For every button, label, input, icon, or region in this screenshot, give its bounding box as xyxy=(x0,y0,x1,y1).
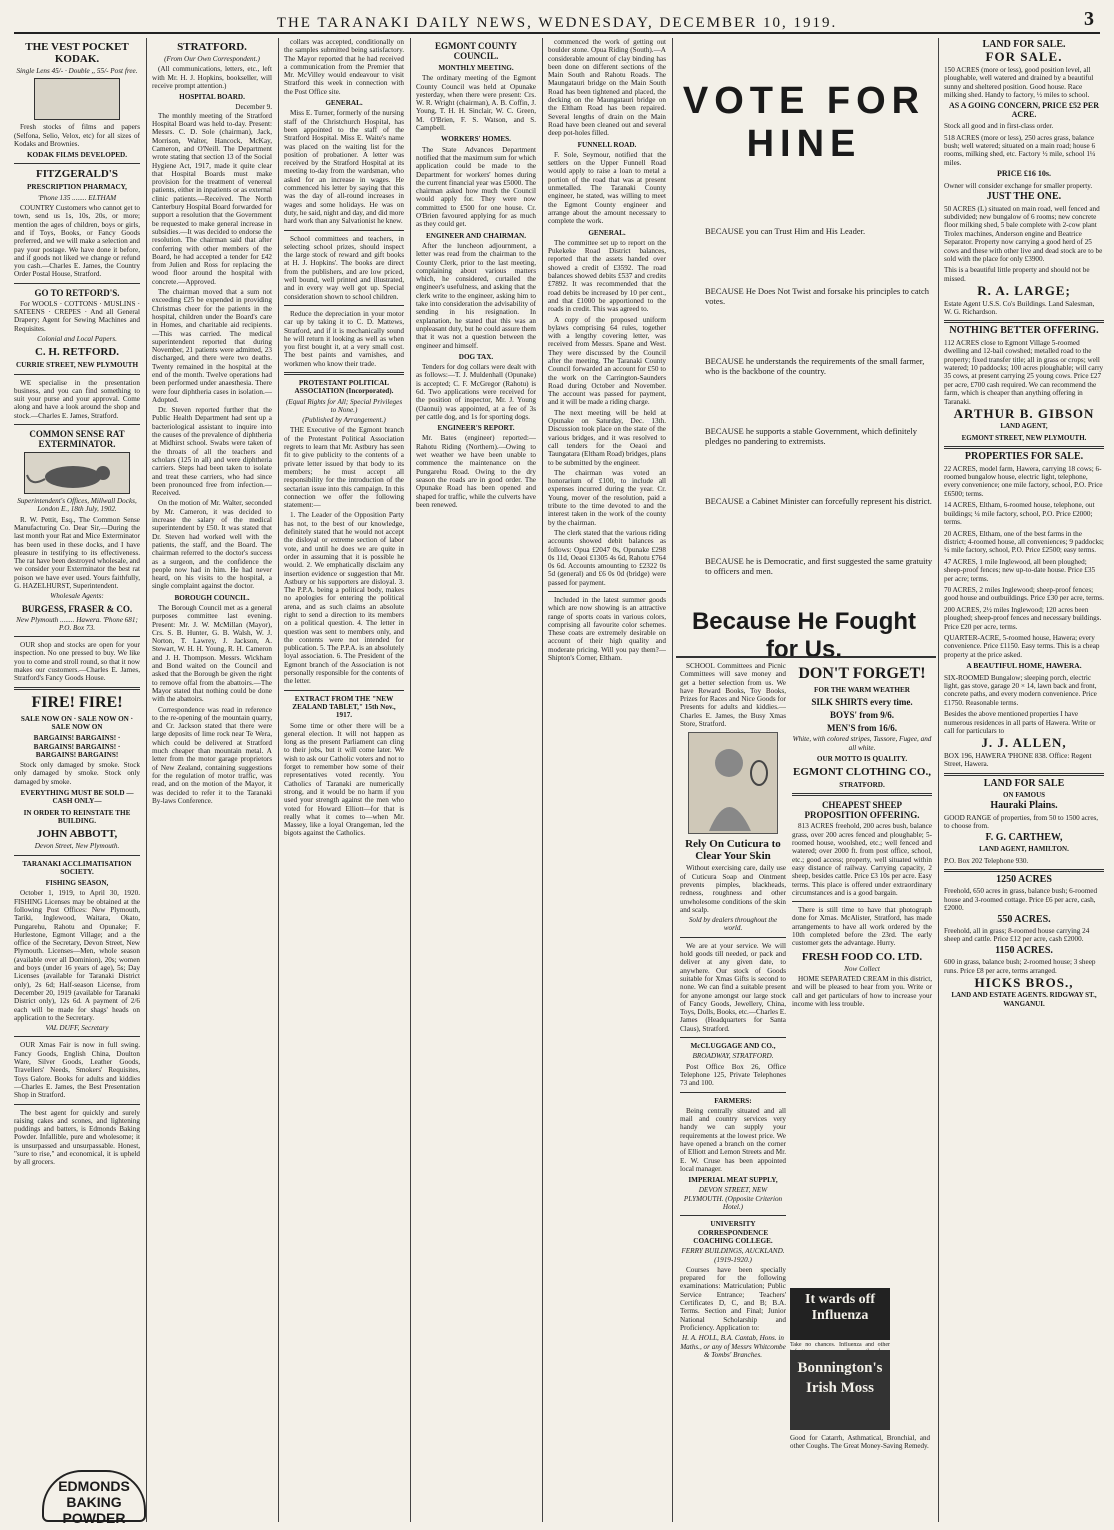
allen-address: BOX 196, HAWERA 'PHONE 838. Office: Regent Street, Hawera. xyxy=(944,751,1092,769)
reinstate-text: IN ORDER TO REINSTATE THE BUILDING. xyxy=(23,808,131,825)
acres-1150-title: 1150 ACRES. xyxy=(995,944,1053,956)
land-for-sale-2: LAND FOR SALE xyxy=(983,777,1065,789)
school-committees-ad: SCHOOL Committees and Picnic Committees will save money and get a better selection from us. We have Reward Books, Toy Books, Prizes for Races and Nice Goods for Presents for adults and kiddies.—Charles E. James, the Busy Xmas Store, Stratford. xyxy=(680,662,786,729)
column-rule xyxy=(278,38,279,1522)
clerk-text: The clerk stated that the various riding accounts showed debit balances as follows: Opua £2047 0s, Opunake £298 0s 11d, Oeaoi £1305 4s 6d, Rahotu £764 0s 6d. Accounts amounting to £2322 0s 5d (general) and £6 0s 0d (bridge) were passed for payment. xyxy=(548,528,666,587)
property-1: 22 ACRES, model farm, Hawera, carrying 18 cows; 6-roomed bungalow house, electric light, telephone, every convenience; one mile factory, school, P.O. Price £6500; terms. xyxy=(944,464,1103,498)
protestant-points: 1. The Leader of the Opposition Party has not, to the best of our knowledge, definitely stated that he would not accept the disloyal or extreme section of labor vote, and until he does we are quite in order in assuming that it is possible he would. 2. We emphatically disclaim any insertion evidence or suggestion that Mr. Astbury or his supporters are disloyal. 3. The P.P.A. being a political body, makes no apologies for entering the political arena, and as such claims an absolute right to send a direction to its members on a political question. 4. The letter in question was sent to members only, and the contents were not intended for publication. 5. The P.P.A. is an absolutely loyal association. 6. The President of the Egmont branch of the Association is not personally responsible for the contents of the letter. xyxy=(284,511,404,686)
stratford-title: STRATFORD. xyxy=(177,41,247,53)
property-4: 47 ACRES, 1 mile Inglewood, all been ploughed; sheep-proof fences; new up-to-date house. Price £35 per acre; terms. xyxy=(944,557,1096,583)
gibson-address: EGMONT STREET, NEW PLYMOUTH. xyxy=(961,433,1087,442)
bonningtons-small: Good for Catarrh, Asthmatical, Bronchial, and other Coughs. The Great Money-Saving Remedy. xyxy=(790,1434,930,1451)
university-address: FERRY BUILDINGS, AUCKLAND. (1919-1920.) xyxy=(681,1247,785,1264)
dog-tax-text: Tenders for dog collars were dealt with as follows:—T. J. Muldenhall (Opunake) is accepted; C. F. McGregor (Rahotu) is 6d. Two applications were received for the position of inspector, Mr. J. Young (Oaonui) was appointed, at a fee of 3s per cattle dog, and 1s for sporting dogs. xyxy=(416,363,536,421)
acres-1250-text: Freehold, 650 acres in grass, balance bush; 6-roomed house and 3-roomed cottage. Price £6 per acre, cash, £2000. xyxy=(944,887,1098,913)
on-famous: ON FAMOUS xyxy=(1002,791,1046,800)
listing-518-acres: 518 ACRES (more or less), 250 acres grass, balance bush; well watered; situated on a main road; house 6 rooms, milking shed, etc. Factory ½ mile, school 1¼ miles. xyxy=(944,133,1096,167)
column-rule xyxy=(146,38,147,1522)
rat-text: R. W. Pettit, Esq., The Common Sense Manufacturing Co. Dear Sir,—During the last month your Rat and Mice Exterminator has been used in these docks, and I have pleasure in testifying to its effectiveness. The rat have been destroyed wholesale, and we consider your Exterminator the best rat poison we have ever used. Yours faithfully, G. HAZELHURST, Superintendent. xyxy=(14,515,140,590)
shop-text: OUR shop and stocks are open for your inspection. No one pressed to buy. We like you to come and stroll round, so that it now makes our customers.—Charles E. James, Stratford's Fancy Goods House. xyxy=(14,641,140,683)
borough-text-2: Correspondence was read in reference to the re-opening of the mountain quarry, and Cr. Jackson stated that there were large deposits of lime rock near Te Wera, which could be delivered at Stratford much cheaper than mountain metal. A letter from the motor garage proprietors of New Zealand, containing suggestions for the regulation of motor traffic, was read, and on the motion of the Mayor, it was decided to refer it to the Taranaki By-laws Conference. xyxy=(152,705,272,805)
listing-518-price: PRICE £16 10s. xyxy=(996,169,1051,179)
abbott-address: Devon Street, New Plymouth. xyxy=(34,842,120,851)
cuticura-title: Rely On Cuticura to Clear Your Skin xyxy=(685,838,781,863)
farmers-title: FARMERS: xyxy=(714,1096,752,1105)
going-concern: AS A GOING CONCERN, PRICE £52 PER ACRE. xyxy=(948,101,1099,119)
rat-title: COMMON SENSE RAT EXTERMINATOR. xyxy=(29,429,125,450)
listing-518-owner: Owner will consider exchange for smaller property. xyxy=(944,181,1093,190)
funnell-road-text: F. Sole, Seymour, notified that the settlers on the Upper Funnell Road would apply to raise a loan to metal a portion of the road that was at present unmetalled. The Taranaki County engineer, he stated, was willing to meet the Egmont County engineer and arrange about the amount necessary to complete the work. xyxy=(548,150,666,226)
imperial-address: DEVON STREET, NEW PLYMOUTH. (Opposite Criterion Hotel.) xyxy=(683,1186,783,1212)
protestant-rights: (Equal Rights for All; Special Privileges to None.) xyxy=(285,397,403,414)
rat-agents: Wholesale Agents: xyxy=(50,592,104,601)
egmont-council-title: EGMONT COUNTY COUNCIL. xyxy=(434,41,518,61)
property-2: 14 ACRES, Eltham, 6-roomed house, telephone, out buildings; ¼ mile factory, school, P.O. Price £2000; terms. xyxy=(944,501,1095,527)
vote-line-2: BECAUSE He Does Not Twist and forsake his principles to catch votes. xyxy=(705,286,929,306)
warm-weather: FOR THE WARM WEATHER xyxy=(814,686,910,694)
vote-line-4: BECAUSE he supports a stable Government, which definitely pledges no pandering to extremists. xyxy=(705,426,917,446)
fitzgerald-title: FITZGERALD'S xyxy=(36,168,118,181)
column-5 xyxy=(548,38,666,1522)
stock-text: Stock all good and in first-class order. xyxy=(944,122,1054,131)
fresh-food-text: HOME SEPARATED CREAM in this district, and will be pleased to hear from you. Write or call and get particulars of how to increase your income with less trouble. xyxy=(792,974,932,1008)
meeting-end-text: The next meeting will be held at Opunake on Saturday, Dec. 13th. Discussion took place on the state of the various bridges, and it was resolved to call tenders for the Oeaoi and Taungatara (Eltham Road) bridges, plans to be submitted by the engineer. xyxy=(548,408,666,467)
column-rule xyxy=(672,38,673,1522)
just-the-one: JUST THE ONE. xyxy=(986,191,1062,203)
country-customers-text: COUNTRY Customers who cannot get to town, send us 1s, 10s, 20s, or more; mention the ages of children, boys or girls, and if Toys, Books, or Fancy Goods preferred, and we will make a selection and pay your postage. We have done it before, and if goods not liked we change or refund you cash.—Charles E. James, the Country Order Postal House, Stratford. xyxy=(14,204,140,279)
cuticura-text: Without exercising care, daily use of Cuticura Soap and Ointment prevents pimples, blackheads, redness, roughness and other unwholesome conditions of the skin and scalp. xyxy=(680,864,786,914)
egmont-clothing: EGMONT CLOTHING CO., xyxy=(793,766,931,779)
borough-council-title: BOROUGH COUNCIL. xyxy=(174,593,250,602)
acres-1150-text: 600 in grass, balance bush; 2-roomed house; 3 sheep runs. Price £8 per acre, terms arranged. xyxy=(944,958,1096,975)
bylaws-text: A copy of the proposed uniform bylaws comprising 64 rules, together with a lengthy covering letter, was received from Messrs. Spane and West. They were discussed by the Council after the meeting. The Taranaki County Council forwarded an account for £50 to the work on the Carrington-Saunders Road during October and November. The account was passed for payment, and it will be made a riding charge. xyxy=(548,315,666,407)
own-correspondent: (From Our Own Correspondent.) xyxy=(164,55,260,63)
fresh-food-title: FRESH FOOD CO. LTD. xyxy=(801,950,923,963)
acres-1250-title: 1250 ACRES xyxy=(996,873,1052,885)
edmonds-text: The best agent for quickly and surely raising cakes and scones, and lightening puddings and batters, is Edmonds Baking Powder. Infallible, pure and wholesome; it is unsurpassed and unsurpassable. Honest, "sure to rise," and economical, it is upheld by all grocers. xyxy=(14,1108,140,1167)
carthew-box: P.O. Box 202 Telephone 930. xyxy=(944,856,1029,865)
xmas-fair-text: OUR Xmas Fair is now in full swing. Fancy Goods, English China, Doulton Ware, Silver Goods, Leather Goods, Travellers' Needs, Smokers' Requisites, Toys Galore. Books for adults and kiddies—Charles E. James, the Best Presentation Shop in Stratford. xyxy=(14,1041,140,1100)
collars-text: collars was accepted, conditionally on the samples submitted being satisfactory. The Mayor reported that he had received a communication from the Premier that Mr. McVilley would endeavour to visit Stratford this week in connection with the Post Office site. xyxy=(284,38,404,96)
workers-homes-text: The State Advances Department notified that the maximum sum for which application could be made to the Department for workers' homes during the current financial year was £5000. The chairman asked how much the Council would apply for. They were now committed to £500 for one house. Cr. O'Brien favoured applying for as much as they could get. xyxy=(416,145,536,229)
films-developed: KODAK FILMS DEVELOPED. xyxy=(26,151,128,160)
vote-line-1: BECAUSE you can Trust Him and His Leader. xyxy=(705,226,866,236)
vote-line-6: BECAUSE he is Democratic, and first suggested the same gratuity to officers and men. xyxy=(705,556,933,576)
cheapest-text: 813 ACRES freehold, 200 acres bush, balance grass, over 200 acres fenced and ploughable; 5-roomed house, woolshed, etc.; well fenced and watered; over 2000 ft. from post office, school, etc.; good access; property, well situated within easy distance of railway. Carrying capacity, 2 sheep, besides cattle. Price £3 10s per acre. Easy terms. This place is offered under extraordinary circumstances and is a good bargain. xyxy=(792,822,932,897)
acres-550-title: 550 ACRES. xyxy=(997,913,1051,925)
dont-forget-title: DON'T FORGET! xyxy=(798,665,926,682)
university-text: Courses have been specially prepared for the following examinations: Matriculation; Public Service Entrance; Teachers' Certificates D, C, and B; B.A. Terms. Section and Final; Junior National Scholarship and Proficiency. Application to: xyxy=(680,1265,786,1332)
retford-colonial: Colonial and Local Papers. xyxy=(37,334,117,343)
property-6: 200 ACRES, 2½ miles Inglewood; 120 acres been ploughed; sheep-proof fences and necessary buildings. Price £20 per acre, terms. xyxy=(944,605,1102,631)
burgess-address: New Plymouth ........ Hawera. 'Phone 681; P.O. Box 73. xyxy=(16,615,138,632)
woman-mirror-icon xyxy=(689,733,777,831)
land-top-header: LAND FOR SALE. xyxy=(982,39,1066,50)
column-4 xyxy=(416,38,536,1522)
university-signature: H. A. HOLL, B.A. Cantab, Hons. in Maths., or any of Messrs Whitcombe & Tombs' Branches. xyxy=(680,1334,786,1359)
fishing-signature: VAL DUFF, Secretary xyxy=(45,1024,109,1033)
rat-illustration xyxy=(24,452,130,494)
cheapest-title: CHEAPEST SHEEP PROPOSITION OFFERING. xyxy=(804,800,920,821)
kodak-prices: Single Lens 45/- · Double ,, 55/- Post free. xyxy=(16,67,138,75)
university-title: UNIVERSITY CORRESPONDENCE COACHING COLLEGE. xyxy=(693,1220,773,1245)
kodak-illustration xyxy=(34,78,120,120)
influenza-text: Take no chances. Influenza and other xyxy=(790,1342,890,1348)
land-column xyxy=(944,38,1104,1522)
protestant-text: THE Executive of the Egmont branch of the Protestant Political Association regrets to learn that Mr. Astbury has seen fit to give publicity to the contents of a private letter issued by that body to its members; he must accept all responsibility for the introduction of the sectarian issue into this campaign. In this connection we offer the following statement:— xyxy=(284,426,404,510)
workers-homes-title: WORKERS' HOMES. xyxy=(441,135,511,144)
vote-for-hine-ad xyxy=(675,40,933,663)
influenza-banner: It wards off Influenza xyxy=(790,1288,890,1340)
mccluggage-address: BROADWAY, STRATFORD. xyxy=(692,1052,774,1061)
column-1 xyxy=(14,38,140,1522)
gibson-name: ARTHUR B. GIBSON xyxy=(953,406,1095,422)
mccluggage-text: Post Office Box 26, Office Telephone 125, Private Telephones 73 and 100. xyxy=(680,1062,786,1088)
meeting-text: The ordinary meeting of the Egmont County Council was held at Opunake yesterday, when there were present: Crs. W. R. Wright (chairman), A. B. Coffin, J. Young, T. H. H. Sinclair, W. C. Green, M. O'Brien, F. S. Watson, and S. Campbell. xyxy=(416,74,536,133)
acclimatisation-title: TARANAKI ACCLIMATISATION SOCIETY. xyxy=(22,859,132,876)
hospital-date: December 9. xyxy=(235,103,272,112)
listing-50-acres: 50 ACRES (L) situated on main road, well fenced and subdivided; new bungalow of 6 rooms; new concrete floor milking shed, 5 bale complete with 2-cow plant Trolex machines, Anderson engine and Beatrice Separator. Property now carrying a good herd of 25 cows and these with other live and dead stock are to be sold with the place for only £3900. xyxy=(944,204,1103,263)
engineer-report-text: Mr. Bates (engineer) reported:—Rahotu Riding (Northern).—Owing to wet weather we have been unable to commence the maintenance on the Pungarehu Road. Owing to the dry season the roads are in good order. The Opunake Road has been opened and shaped for traffic, while the culverts have been renewed. xyxy=(416,434,536,509)
imperial-title: IMPERIAL MEAT SUPPLY, xyxy=(688,1176,778,1185)
farmers-text: Being centrally situated and all mail and country services very handy we can supply your requirements at the lowest price. We have opened a branch on the corner of Elliott and Lemon Streets and Mr. E. W. Cruse has been appointed local manager. xyxy=(680,1106,786,1173)
for-sale-title: FOR SALE. xyxy=(985,49,1063,65)
hospital-text-3: Dr. Steven reported further that the Public Health Department had sent up a bacteriological assistant to inquire into the causes of the prevalence of diphtheria at Midhirst school. Swabs were taken of the throats of all the teachers and scholars (125 in all) and were diphtheria carriers. Steps had been taken to isolate and treat these carriers, who had since been pronounced free from infection.—Received. xyxy=(152,406,272,498)
abbott-name: JOHN ABBOTT, xyxy=(36,828,118,841)
property-7: QUARTER-ACRE, 5-roomed house, Hawera; every convenience. Price £1150. Easy terms. This is a cheap property at the price asked. xyxy=(944,633,1100,659)
funnell-road-title: FUNNELL ROAD. xyxy=(577,140,637,149)
boulder-text: commenced the work of getting out boulder stone. Opua Riding (South).—A considerable amount of clay binding has been done on different sections of the Main South and Rahotu Roads. The Maungatauri bridge on the Main South Road has been tightened and placed, the decking on the Maungatauri bridge on the Eltham Road has been repaired. Several lengths of drain on the Main Road have been cleaned out and several deep pot-holes filled. xyxy=(548,38,666,138)
retford-address: CURRIE STREET, NEW PLYMOUTH xyxy=(15,361,139,370)
dog-tax-title: DOG TAX. xyxy=(458,352,494,361)
bargains: BARGAINS! BARGAINS! · BARGAINS! BARGAINS! · BARGAINS! BARGAINS! xyxy=(33,734,121,759)
vote-tagline: Because He Fought for Us. xyxy=(691,608,917,663)
acres-550-text: Freehold, all in grass; 8-roomed house carrying 24 sheep and cattle. Price £12 per acre, cash £2000. xyxy=(944,926,1090,944)
mens-price: MEN'S from 16/6. xyxy=(826,723,898,734)
general-text-2: The committee set up to report on the Pukekeke Road District balances, reported that the assets handed over showed a credit of £3592. The road balances showed debits £537 and credits £7892. It was recommended that the road debits be increased by 10 per cent., and that £1000 be apportioned to the roads in credit. This was agreed to. xyxy=(548,238,666,314)
motor-car-text: Reduce the depreciation in your motor car up by taking it to C. D. Mattews, Stratford, and if it is mechanically sound he will return it looking as well as when you first bought it, at a very small cost. The best paints and varnishes, and workmen who know their trade. xyxy=(284,309,404,368)
bungalow-title: A BEAUTIFUL HOME, HAWERA. xyxy=(966,661,1082,671)
listing-112-acres: 112 ACRES close to Egmont Village 5-roomed dwelling and 12-bail cowshed; metalled road to the property; fixed transfer title; all in grass or crops; well watered; 10 paddocks; 100 acres ploughable; will carry 35 cows, at present carrying 25 young cows. Price £27 per acre, £700 cash required. We can recommend the farm, which is cheaper than anything offering in Taranaki. xyxy=(944,338,1104,406)
cash-only: EVERYTHING MUST BE SOLD —CASH ONLY— xyxy=(20,789,134,806)
borough-text: The Borough Council met as a general purposes committee last evening. Present: Mr. J. W. McMillan (Mayor), Crs. S. B. Hunter, G. B. Walsh, W. J. Norton, T. Lawrey, J. Jackson, A. Stewart, W. H. H. Young, R. H. Cameron and J. H. Thompson. Messrs. Wickham and Bond waited on the Council and asked that the Borough be given the right to remove offal from the abattoirs.—The Mayor stated that nothing could be done with the abattoirs. xyxy=(152,604,272,704)
gibson-sub: LAND AGENT, xyxy=(1000,422,1048,431)
cuticura-illustration xyxy=(688,732,778,834)
motto: OUR MOTTO IS QUALITY. xyxy=(816,754,908,763)
cuticura-sold: Sold by dealers throughout the world. xyxy=(688,916,778,933)
lower-right-column xyxy=(792,662,932,1270)
kodak-title: THE VEST POCKET KODAK. xyxy=(25,41,129,65)
column-2 xyxy=(152,38,272,1522)
wanganui-text: There is still time to have that photograph done for Xmas. McAlister, Stratford, has made arrangements to have all work ordered by the 10th completed before the 23rd. The early customer gets the advantage. Hurry. xyxy=(792,906,932,948)
vote-title: VOTE FOR HINE xyxy=(682,80,926,165)
retford-list: For WOOLS · COTTONS · MUSLINS · SATEENS · CREPES · And all General Drapery; Agent for Sewing Machines and Requisites. xyxy=(14,299,140,333)
fire-sale: SALE NOW ON · SALE NOW ON · SALE NOW ON xyxy=(20,714,134,731)
column-3 xyxy=(284,38,404,1522)
masthead xyxy=(14,6,1100,34)
column-rule xyxy=(410,38,411,1522)
engineer-chairman-title: ENGINEER AND CHAIRMAN. xyxy=(425,231,527,240)
retford-title: GO TO RETFORD'S. xyxy=(34,287,120,298)
property-3: 20 ACRES, Eltham, one of the best farms in the district; 4-roomed house, all conveniences; 9 paddocks; ¼ mile factory, school, P.O. Price £2500; easy terms. xyxy=(944,529,1104,555)
films-text: Fresh stocks of films and papers (Selfona, Selio, Velox, etc) for all sizes of Kodaks and Brownies. xyxy=(14,123,140,148)
fitzgerald-sub: PRESCRIPTION PHARMACY, xyxy=(27,183,127,192)
listing-50-end: This is a beautiful little property and should not be missed. xyxy=(944,266,1090,283)
fitzgerald-phone: 'Phone 135 ........ ELTHAM xyxy=(37,193,117,202)
smoke-text: Stock only damaged by smoke. Stock only damaged by smoke. Stock only damaged by smoke. xyxy=(14,761,140,786)
white-shirts: White, with colored stripes, Tussore, Fugee, and all white. xyxy=(792,735,932,752)
fresh-food-now: Now Collect xyxy=(844,964,880,973)
extract-text: Some time or other there will be a general election. It will not happen as long as the present Parliament can cling to their jobs, but it will come later. We wish to ask our Catholic voters and not to forget to remember how some of their representatives voted recently. You Catholics of Taranaki are numerically strong, and it would be no harm if you used your strength against the men who voted for Howard Elliott—for that is really what it comes to—when Mr. Massey, like a loyal Orangeman, led the bigots against the Catholics. xyxy=(284,721,404,838)
column-rule xyxy=(938,38,939,1522)
stratford-note: (All communications, letters, etc., left with Mr. H. J. Hopkins, bookseller, will receive prompt attention.) xyxy=(152,65,272,90)
column-rule xyxy=(542,38,543,1522)
hospital-text: The monthly meeting of the Stratford Hospital Board was held to-day. Present: Messrs. C. D. Sole (chairman), Jack, Morrison, Walter, Hancock, McKay, Cameron, and O'Neill. The Department wrote stating that section 13 of the Social Hygiene Act, 1917, made it quite clear that Hospital Boards must make provision for the treatment of venereal patients, either in inpatients or as external clinic patients.—Received. The North Canterbury Hospital Board forwarded for support a resolution that the Government be requested to make general increase in subsidies.—It was decided to endorse the resolution. The chairman said that after conferring with other members of the Board, he had accepted a tender for £42 from Julien and Ross for replacing the wood floor around the hospital with concrete.—Approved. xyxy=(152,111,272,286)
nothing-better: NOTHING BETTER OFFERING. xyxy=(949,325,1099,337)
bonningtons-logo: Bonnington's Irish Moss xyxy=(790,1350,890,1430)
burgess-title: BURGESS, FRASER & CO. xyxy=(21,603,133,614)
listing-150-acres: 150 ACRES (more or less), good position level, all ploughable, well watered and drained by a beautiful sunny and sheltered position. Good house. Race milking shed. Handy to factory, ½ miles to school. xyxy=(944,65,1094,100)
hospital-text-4: On the motion of Mr. Walter, seconded by Mr. Cameron, it was decided to increase the salary of the medical superintendent by £50. It was stated that Dr. Steven had worked well with the patients, the staff, and the Board. The chairman referred to the doctor's success as a surgeon, and the confidence the people now had in him. He had never heard, on his visits to the hospital, a single complaint against the doctor. xyxy=(152,499,272,591)
engineer-chairman-text: After the luncheon adjournment, a letter was read from the chairman to the County Clerk, prior to the last meeting, complaining about various matters which, he considered, curtailed the engineer's usefulness, and asking that the clerk write to the engineer, asking him to take into consideration the advisability of sending in his resignation. In explanation, he stated that this was an unpleasant duty, but he could assure them that it was not a question between the engineer and himself. xyxy=(416,241,536,350)
school-committees-text: School committees and teachers, in selecting school prizes, should inspect the large stock of reward and gift books at H. J. Hopkins'. The books are direct from the publishers, and are low priced, well bound, well printed and illustrated, and in every way well got up. Special consideration shown to school children. xyxy=(284,234,404,301)
general-title: GENERAL. xyxy=(325,99,363,108)
carthew-sub: LAND AGENT, HAMILTON. xyxy=(979,845,1069,854)
bungalow-text: SIX-ROOMED Bungalow; sleeping porch, electric light, gas stove, garage 20 × 14, lawn back and front, concrete paths, and every modern convenience. Price £1750. Reasonable terms. xyxy=(944,673,1097,707)
silk-shirts: SILK SHIRTS every time. xyxy=(811,697,913,708)
lower-mid-column xyxy=(680,662,786,1522)
protestant-title: PROTESTANT POLITICAL ASSOCIATION (Incorporated). xyxy=(294,378,394,396)
fishing-text: October 1, 1919, to April 30, 1920. FISHING Licenses may be obtained at the following Post Offices: New Plymouth, Tariki, Inglewood, Waitara, Okato, Pungarehu, Rahotu and Opunake; F. Hurlestone, Egmont Village; and a the office of the Secretary, Devon Street, New Plymouth. Licenses—Men, whole season (available over all Dominion), 20s; women and boys (under 16 years of age), 5s; Day Licenses (available for Taranaki District only), 2s 6d; Half-season License, from December 20, 1919 (available for Taranaki District only), 12s 6d. A payment of 2/6 each will be made for shags' heads on application to the Secretary. xyxy=(14,889,140,1022)
rat-icon xyxy=(25,453,129,493)
page-number: 3 xyxy=(1084,8,1096,30)
service-text: We are at your service. We will hold goods till needed, or pack and deliver at any given date, to anywhere. Our stock of Goods suitable for Xmas Gifts is second to none. We can find a suitable present for anyone amongst our large stock of Fancy Goods, Jewellery, China, Toys, Dolls, Books, etc.—Charles E. James (Headquarters for Santa Claus), Stratford. xyxy=(680,941,786,1033)
properties-title: PROPERTIES FOR SALE. xyxy=(964,451,1084,463)
carthew-name: F. G. CARTHEW, xyxy=(985,831,1063,843)
large-name: R. A. LARGE; xyxy=(977,283,1071,299)
allen-name: J. J. ALLEN, xyxy=(981,735,1067,751)
purses-text: WE specialise in the presentation business, and you can find something to suit your purse and your approval. Come along and have a look around the shop and stock.—Charles E. James, Stratford. xyxy=(14,378,140,420)
mccluggage-title: McCLUGGAGE AND CO., xyxy=(690,1042,776,1051)
hicks-address: LAND AND ESTATE AGENTS. RIDGWAY ST., WANGANUI. xyxy=(951,991,1097,1008)
summer-goods-text: Included in the latest summer goods which are now showing is an attractive range of sports coats in various colors, comprising all favourite color schemes. These coats are extremely desirable on account of their high quality and moderate pricing. Will you pay them?—Shipton's Corner, Eltham. xyxy=(548,596,666,663)
fishing-title: FISHING SEASON, xyxy=(45,879,109,888)
hicks-name: HICKS BROS., xyxy=(974,974,1074,990)
monthly-meeting: MONTHLY MEETING. xyxy=(438,64,514,72)
hospital-board-title: HOSPITAL BOARD. xyxy=(179,93,245,102)
vote-line-5: BECAUSE a Cabinet Minister can forcefully represent his district. xyxy=(705,496,932,506)
hauraki-plains: Hauraki Plains. xyxy=(990,800,1058,812)
extract-title: EXTRACT FROM THE "NEW ZEALAND TABLET," 15th Nov., 1917. xyxy=(292,694,396,720)
published-note: (Published by Arrangement.) xyxy=(302,416,386,425)
hospital-text-2: The chairman moved that a sum not exceeding £25 be expended in providing Christmas cheer for the patients in the hospital, children under the Board's care in Homes, and charitable aid recipients.—This was carried. The medical superintendent reported that during November, 21 patients were admitted, 23 discharged, and there were two deaths. Twenty remained in the hospital at the end of the month. Twelve operations had been performed under anaesthesia. There were four diphtheria cases in isolation.—Adopted. xyxy=(152,288,272,404)
edmonds-logo: EDMONDS BAKING POWDER xyxy=(42,1470,146,1522)
boys-price: BOYS' from 9/6. xyxy=(829,710,895,721)
general-title-2: GENERAL. xyxy=(588,228,626,237)
honorarium-text: The chairman was voted an honorarium of £100, to include all expenses incurred during the year. Cr. Young, mover of the resolution, paid a tribute to the time devoted to and the interest taken in the work of the county by the chairman. xyxy=(548,468,666,527)
fire-title: FIRE! FIRE! xyxy=(31,693,123,711)
retford-name: C. H. RETFORD. xyxy=(34,346,120,359)
good-range: GOOD RANGE of properties, from 50 to 1500 acres, to choose from. xyxy=(944,813,1099,831)
general-text: Miss E. Turner, formerly of the nursing staff of the Christchurch Hospital, has been appointed to the staff of the Stratford Hospital. Miss E. Waite's name was placed on the waiting list for the position of probationer. A letter was received by the Stratford Hospital at its meeting to-day from the wardsman, who asked for an increase in wages. He commenced his letter by saying that this was the day of all-round increases in wages and some holidays. He was on duty, he said, night and day, and did more hard work than any Salvationist he knew. xyxy=(284,109,404,226)
masthead-title: THE TARANAKI DAILY NEWS, WEDNESDAY, DECEMBER 10, 1919. xyxy=(276,15,838,31)
divider xyxy=(676,656,936,658)
engineer-report-title: ENGINEER'S REPORT. xyxy=(437,424,515,433)
allen-text: Besides the above mentioned properties I have numerous residences in all parts of Hawera. Write or call for particulars to xyxy=(944,710,1096,736)
property-5: 70 ACRES, 2 miles Inglewood; sheep-proof fences; good house and outbuildings. Price £30 per acre, terms. xyxy=(944,585,1104,603)
egmont-clothing-address: STRATFORD. xyxy=(839,781,885,790)
rat-certificate: Superintendent's Offices, Millwall Docks, London E., 18th July, 1902. xyxy=(17,497,137,514)
large-address: Estate Agent U.S.S. Co's Buildings. Land Salesman, W. G. Richardson. xyxy=(944,299,1095,316)
vote-line-3: BECAUSE he understands the requirements of the small farmer, who is the backbone of the country. xyxy=(705,356,925,376)
